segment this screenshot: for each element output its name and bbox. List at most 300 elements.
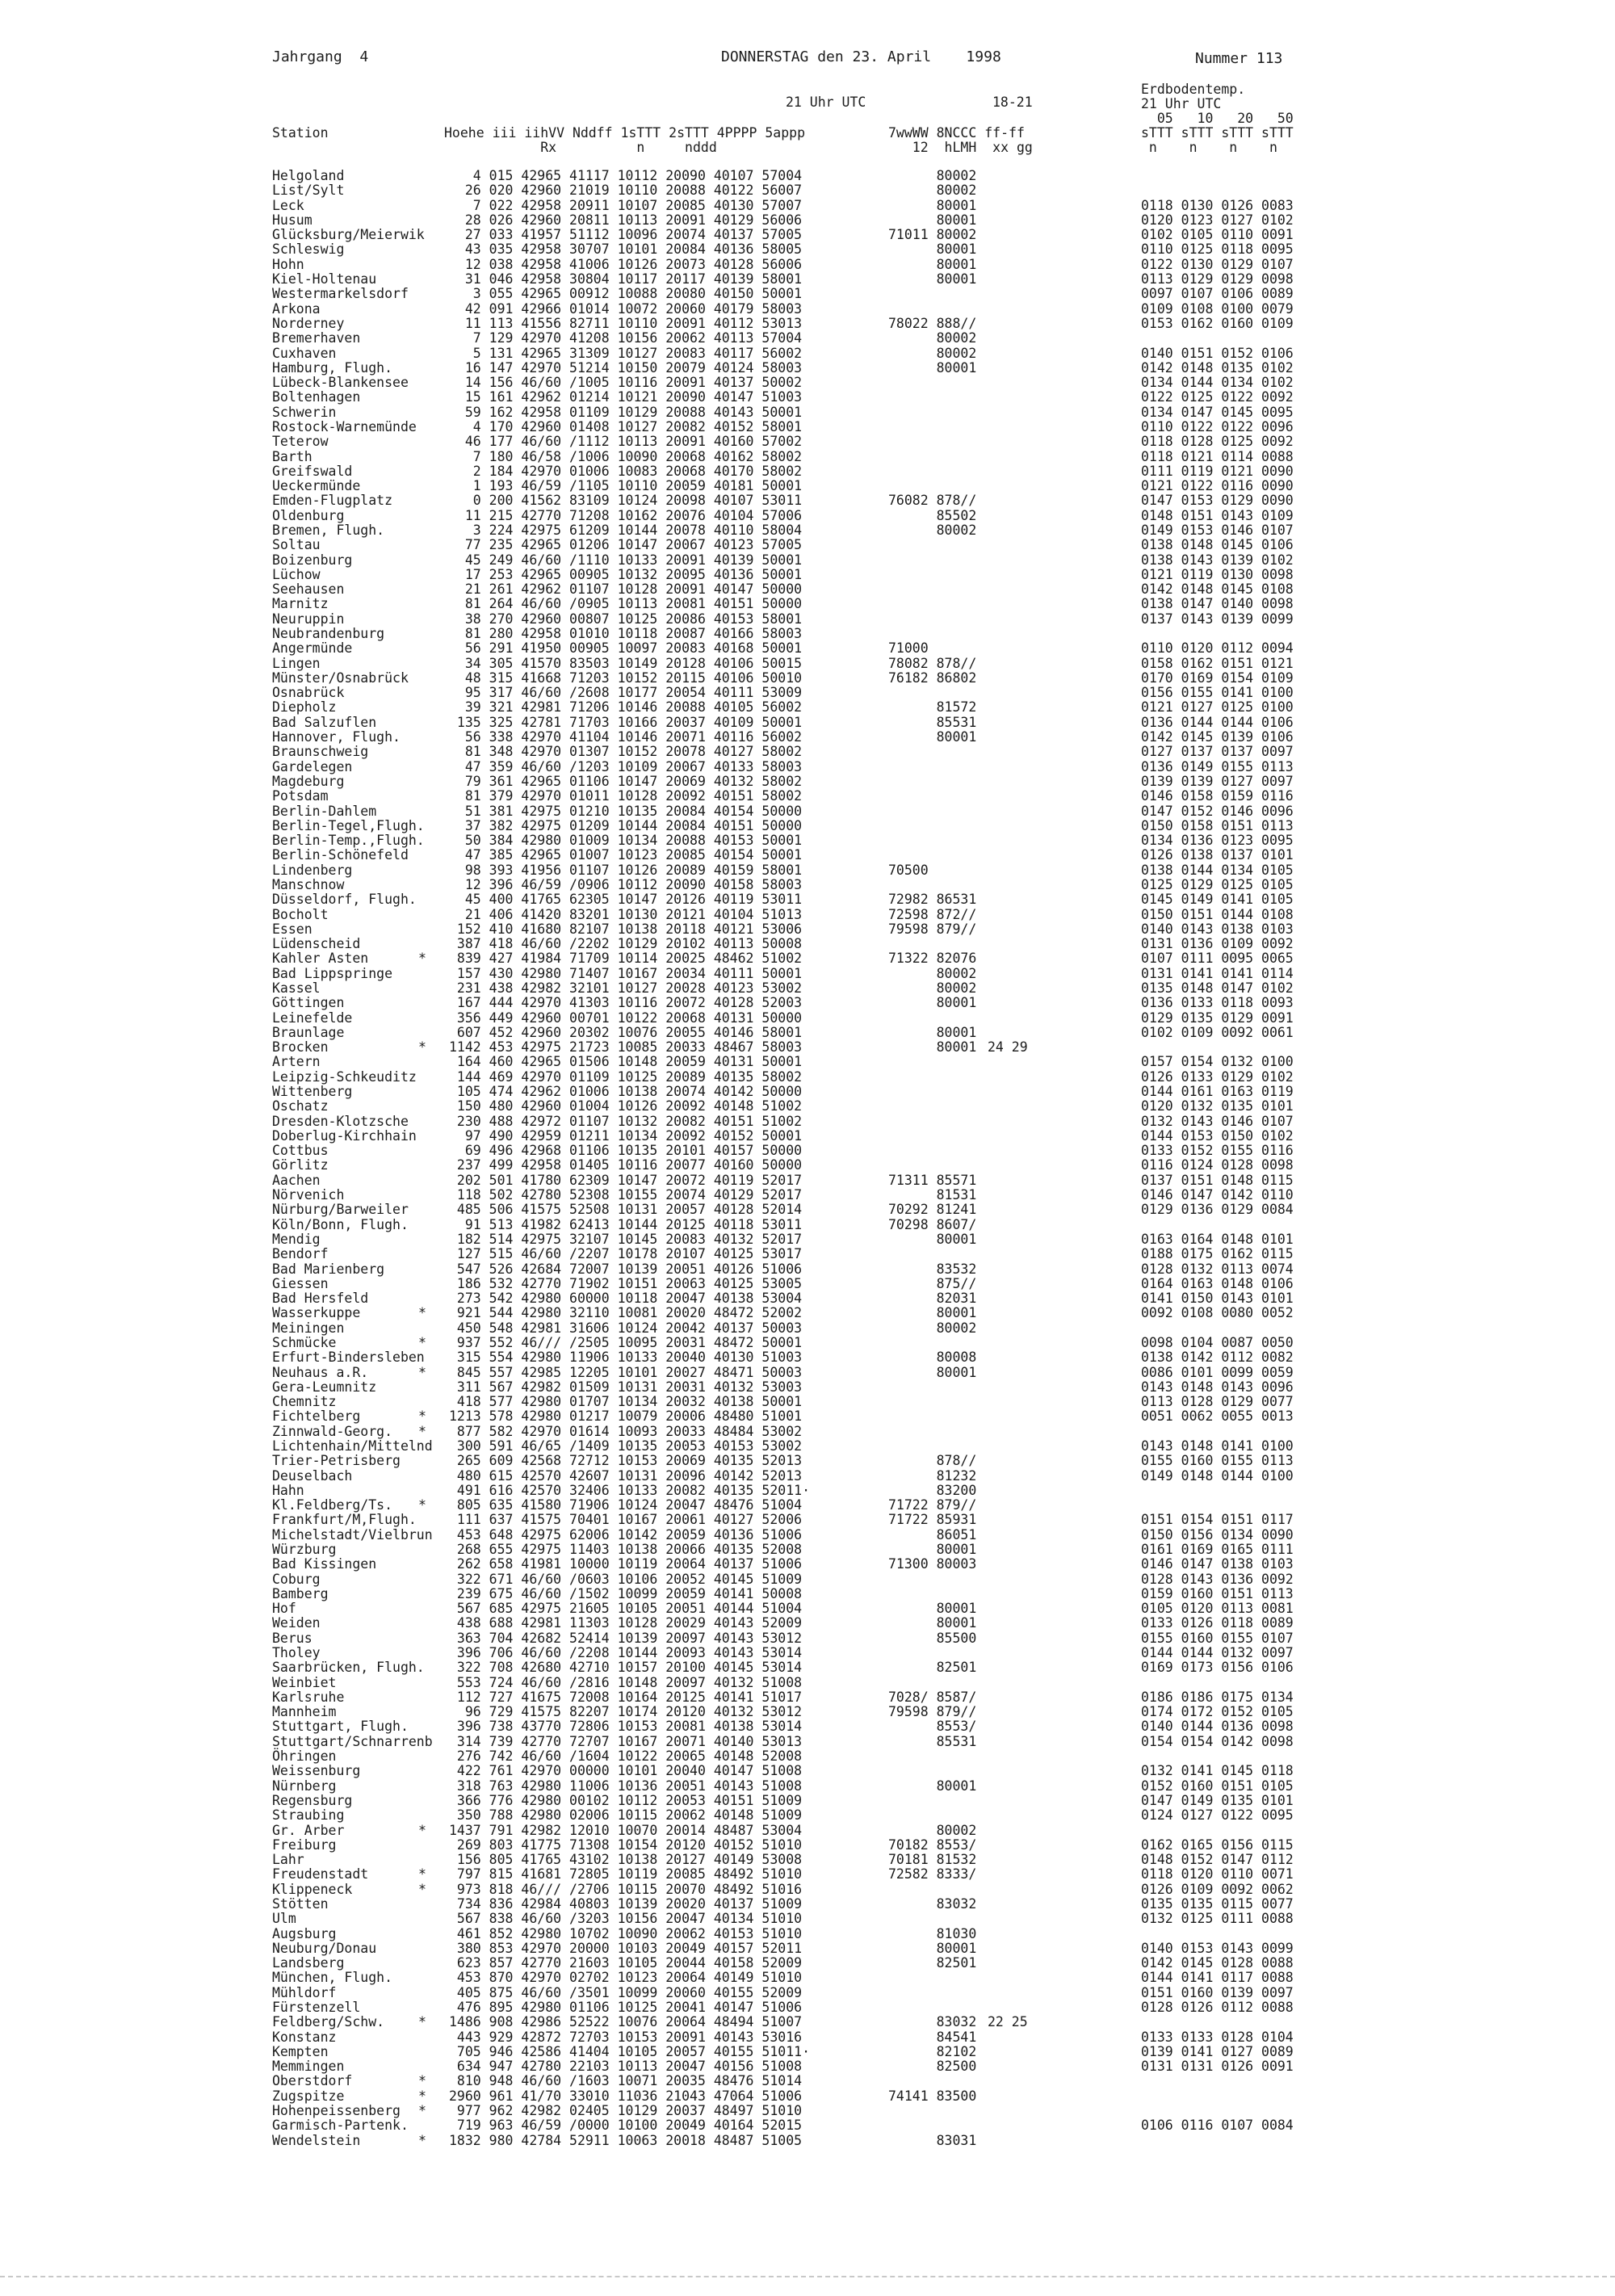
station-name: Frankfurt/M,Flugh. bbox=[272, 1512, 417, 1528]
station-name: Cuxhaven bbox=[272, 345, 337, 361]
soil-temperatures: 0150 0151 0144 0108 bbox=[1141, 906, 1294, 922]
soil-temperatures: 0161 0169 0165 0111 bbox=[1141, 1542, 1294, 1557]
weather-groups: 70500 bbox=[888, 862, 929, 878]
table-row bbox=[0, 848, 1615, 863]
weather-groups: 83032 bbox=[888, 2014, 977, 2030]
table-row bbox=[0, 183, 1615, 198]
observation-groups: 50 384 42980 01009 10134 20088 40153 50001 bbox=[449, 833, 803, 848]
station-name: Berlin-Tegel,Flugh. bbox=[272, 817, 425, 833]
station-name: Düsseldorf, Flugh. bbox=[272, 892, 417, 908]
weather-groups: 80008 bbox=[888, 1349, 977, 1366]
table-row bbox=[0, 228, 1615, 242]
soil-temperatures: 0127 0137 0137 0097 bbox=[1141, 744, 1294, 760]
soil-temperatures: 0155 0160 0155 0107 bbox=[1141, 1630, 1294, 1646]
table-row bbox=[0, 523, 1615, 538]
observation-groups: 1213 578 42980 01217 10079 20006 48480 51001 bbox=[449, 1408, 803, 1425]
station-name: Bendorf bbox=[272, 1246, 329, 1262]
observation-groups: 363 704 42682 52414 10139 20097 40143 53012 bbox=[449, 1630, 803, 1646]
observation-groups: 144 469 42970 01109 10125 20089 40135 58002 bbox=[449, 1068, 803, 1085]
observation-groups: 157 430 42980 71407 10167 20034 40111 50001 bbox=[449, 965, 803, 981]
observation-groups: 973 818 46/// /2706 10115 20070 48492 51016 bbox=[449, 1881, 803, 1897]
table-row bbox=[0, 641, 1615, 656]
table-row bbox=[0, 996, 1615, 1010]
weather-groups: 875// bbox=[888, 1275, 977, 1291]
observation-groups: 4 170 42960 01408 10127 20082 40152 58001 bbox=[449, 418, 803, 434]
soil-temperatures: 0111 0119 0121 0090 bbox=[1141, 463, 1294, 479]
observation-groups: 112 727 41675 72008 10164 20125 40141 51017 bbox=[449, 1689, 803, 1705]
table-row bbox=[0, 213, 1615, 228]
weather-groups: 80002 bbox=[888, 183, 977, 199]
table-row bbox=[0, 2030, 1615, 2045]
station-name: Michelstadt/Vielbrun bbox=[272, 1526, 433, 1543]
soil-temperatures: 0110 0120 0112 0094 bbox=[1141, 640, 1294, 657]
soil-temperatures: 0146 0147 0142 0110 bbox=[1141, 1187, 1294, 1203]
station-name: Essen bbox=[272, 921, 313, 937]
observation-groups: 12 038 42958 41006 10126 20073 40128 56006 bbox=[449, 256, 803, 272]
station-name: Weiden bbox=[272, 1615, 321, 1631]
observation-groups: 937 552 46/// /2505 10095 20031 48472 50001 bbox=[449, 1334, 803, 1350]
observation-groups: 422 761 42970 00000 10101 20040 40147 51008 bbox=[449, 1763, 803, 1779]
table-row bbox=[0, 716, 1615, 730]
observation-groups: 553 724 46/60 /2816 10148 20097 40132 51008 bbox=[449, 1674, 803, 1690]
soil-temperatures: 0129 0136 0129 0084 bbox=[1141, 1202, 1294, 1218]
soil-temperatures: 0159 0160 0151 0113 bbox=[1141, 1585, 1294, 1601]
period-label: 18-21 bbox=[992, 94, 1033, 110]
weather-groups: 80001 bbox=[888, 1305, 977, 1321]
station-name: Kl.Feldberg/Ts. bbox=[272, 1497, 393, 1513]
weather-groups: 80002 bbox=[888, 168, 977, 183]
table-row bbox=[0, 1986, 1615, 2000]
table-row bbox=[0, 258, 1615, 272]
soil-temperatures: 0136 0144 0144 0106 bbox=[1141, 714, 1294, 730]
table-row bbox=[0, 1824, 1615, 1838]
observation-groups: 182 514 42975 32107 10145 20083 40132 52017 bbox=[449, 1231, 803, 1247]
soil-temperatures: 0145 0149 0141 0105 bbox=[1141, 892, 1294, 908]
station-name: Osnabrück bbox=[272, 685, 345, 701]
table-row bbox=[0, 597, 1615, 611]
table-row bbox=[0, 1749, 1615, 1764]
table-row bbox=[0, 627, 1615, 641]
station-name: Soltau bbox=[272, 537, 321, 553]
observation-groups: 77 235 42965 01206 10147 20067 40123 57005 bbox=[449, 537, 803, 553]
table-row bbox=[0, 730, 1615, 745]
table-row bbox=[0, 1631, 1615, 1646]
station-name: Manschnow bbox=[272, 876, 345, 892]
soil-temperatures: 0147 0149 0135 0101 bbox=[1141, 1792, 1294, 1808]
observation-groups: 318 763 42980 11006 10136 20051 40143 51008 bbox=[449, 1778, 803, 1794]
soil-temperatures: 0138 0144 0134 0105 bbox=[1141, 862, 1294, 878]
station-name: Berlin-Dahlem bbox=[272, 803, 377, 819]
station-name: Dresden-Klotzsche bbox=[272, 1113, 409, 1129]
table-row bbox=[0, 1203, 1615, 1217]
table-row bbox=[0, 774, 1615, 789]
soil-temperatures: 0156 0155 0141 0100 bbox=[1141, 685, 1294, 701]
weather-groups: 71300 80003 bbox=[888, 1556, 977, 1572]
soil-temperatures: 0148 0151 0143 0109 bbox=[1141, 507, 1294, 523]
observation-groups: 567 685 42975 21605 10105 20051 40144 51004 bbox=[449, 1601, 803, 1617]
station-name: Zinnwald-Georg. bbox=[272, 1423, 393, 1439]
station-name: Mühldorf bbox=[272, 1984, 337, 2000]
table-row bbox=[0, 745, 1615, 759]
main-columns-subheader: Rx n nddd bbox=[444, 140, 717, 155]
observation-groups: 186 532 42770 71902 10151 20063 40125 53005 bbox=[449, 1275, 803, 1291]
station-name: Berus bbox=[272, 1630, 313, 1646]
weather-groups: 74141 83500 bbox=[888, 2088, 977, 2104]
station-name: Lingen bbox=[272, 655, 321, 671]
soil-temperatures: 0106 0116 0107 0084 bbox=[1141, 2118, 1294, 2134]
soil-temperatures: 0113 0128 0129 0077 bbox=[1141, 1394, 1294, 1410]
observation-groups: 21 406 41420 83201 10130 20121 40104 51013 bbox=[449, 906, 803, 922]
table-row bbox=[0, 420, 1615, 434]
station-name: Memmingen bbox=[272, 2059, 345, 2075]
soil-temperatures: 0118 0121 0114 0088 bbox=[1141, 448, 1294, 464]
weather-groups: 71011 80002 bbox=[888, 227, 977, 243]
observation-groups: 315 554 42980 11906 10133 20040 40130 51003 bbox=[449, 1349, 803, 1366]
table-row bbox=[0, 479, 1615, 493]
observation-groups: 607 452 42960 20302 10076 20055 40146 58001 bbox=[449, 1024, 803, 1040]
observation-groups: 547 526 42684 72007 10139 20051 40126 51006 bbox=[449, 1261, 803, 1277]
soil-temperatures: 0142 0148 0135 0102 bbox=[1141, 359, 1294, 376]
station-name: Lüdenscheid bbox=[272, 936, 361, 952]
observation-groups: 311 567 42982 01509 10131 20031 40132 53003 bbox=[449, 1379, 803, 1395]
station-name: Leipzig-Schkeuditz bbox=[272, 1068, 417, 1085]
station-name: Oberstdorf bbox=[272, 2073, 353, 2089]
soil-temperatures: 0121 0122 0116 0090 bbox=[1141, 478, 1294, 494]
station-name: Kempten bbox=[272, 2043, 329, 2059]
weather-groups: 78022 888// bbox=[888, 315, 977, 331]
soil-temperatures: 0097 0107 0106 0089 bbox=[1141, 286, 1294, 302]
soil-temperatures: 0110 0122 0122 0096 bbox=[1141, 418, 1294, 434]
observation-groups: 3 055 42965 00912 10088 20080 40150 50001 bbox=[449, 286, 803, 302]
observation-groups: 350 788 42980 02006 10115 20062 40148 51009 bbox=[449, 1807, 803, 1824]
soil-temperatures: 0120 0132 0135 0101 bbox=[1141, 1098, 1294, 1114]
table-row bbox=[0, 2104, 1615, 2118]
table-row bbox=[0, 760, 1615, 774]
table-row bbox=[0, 1099, 1615, 1114]
mountain-marker: * bbox=[418, 1334, 426, 1350]
station-name: Göttingen bbox=[272, 995, 345, 1011]
station-name: Mendig bbox=[272, 1231, 321, 1247]
observation-groups: 450 548 42981 31606 10124 20042 40137 50003 bbox=[449, 1320, 803, 1336]
station-name: Westermarkelsdorf bbox=[272, 286, 409, 302]
station-name: Würzburg bbox=[272, 1542, 337, 1557]
station-name: Hannover, Flugh. bbox=[272, 729, 401, 745]
observation-groups: 623 857 42770 21603 10105 20044 40158 52009 bbox=[449, 1955, 803, 1971]
observation-groups: 150 480 42960 01004 10126 20092 40148 51002 bbox=[449, 1098, 803, 1114]
observation-groups: 1 193 46/59 /1105 10110 20059 40181 50001 bbox=[449, 478, 803, 494]
observation-groups: 719 963 46/59 /0000 10100 20049 40164 52015 bbox=[449, 2118, 803, 2134]
observation-groups: 231 438 42982 32101 10127 20028 40123 53002 bbox=[449, 980, 803, 996]
weather-groups: 71722 879// bbox=[888, 1497, 977, 1513]
observation-groups: 127 515 46/60 /2207 10178 20107 40125 53017 bbox=[449, 1246, 803, 1262]
table-row bbox=[0, 1425, 1615, 1439]
observation-groups: 1832 980 42784 52911 10063 20018 48487 51005 bbox=[449, 2132, 803, 2148]
volume-label: Jahrgang 4 bbox=[272, 48, 369, 65]
soil-temperatures: 0120 0123 0127 0102 bbox=[1141, 212, 1294, 228]
station-name: Greifswald bbox=[272, 463, 353, 479]
soil-temperatures: 0146 0158 0159 0116 bbox=[1141, 788, 1294, 804]
table-row bbox=[0, 1439, 1615, 1454]
station-name: Wendelstein bbox=[272, 2132, 361, 2148]
station-name: Bad Kissingen bbox=[272, 1556, 377, 1572]
weather-groups: 80001 bbox=[888, 1542, 977, 1557]
station-name: Tholey bbox=[272, 1645, 321, 1660]
table-row bbox=[0, 937, 1615, 951]
station-name: Seehausen bbox=[272, 581, 345, 598]
soil-temperatures: 0150 0156 0134 0090 bbox=[1141, 1526, 1294, 1543]
soil-temperatures: 0109 0108 0100 0079 bbox=[1141, 300, 1294, 317]
table-row bbox=[0, 1557, 1615, 1572]
station-name: Boizenburg bbox=[272, 552, 353, 568]
observation-groups: 405 875 46/60 /3501 10099 20060 40155 52009 bbox=[449, 1984, 803, 2000]
observation-groups: 387 418 46/60 /2202 10129 20102 40113 50008 bbox=[449, 936, 803, 952]
weather-groups: 82500 bbox=[888, 2059, 977, 2075]
observation-groups: 43 035 42958 30707 10101 20084 40136 58005 bbox=[449, 241, 803, 258]
station-name: Lindenberg bbox=[272, 862, 353, 878]
soil-temperatures: 0110 0125 0118 0095 bbox=[1141, 241, 1294, 258]
observation-groups: 202 501 41780 62309 10147 20072 40119 52017 bbox=[449, 1172, 803, 1188]
station-column-header: Station bbox=[272, 125, 329, 141]
table-row bbox=[0, 317, 1615, 331]
soil-temperatures: 0169 0173 0156 0106 bbox=[1141, 1660, 1294, 1676]
table-row bbox=[0, 700, 1615, 715]
station-name: Straubing bbox=[272, 1807, 345, 1824]
table-row bbox=[0, 981, 1615, 996]
observation-groups: 47 359 46/60 /1203 10109 20067 40133 58003 bbox=[449, 758, 803, 774]
station-name: Schwerin bbox=[272, 404, 337, 420]
station-name: Kiel-Holtenau bbox=[272, 271, 377, 287]
table-row bbox=[0, 376, 1615, 390]
observation-groups: 11 113 41556 82711 10110 20091 40112 53013 bbox=[449, 315, 803, 331]
weather-groups: 80002 bbox=[888, 330, 977, 346]
observation-groups: 845 557 42985 12205 10101 20027 48471 50003 bbox=[449, 1364, 803, 1380]
mountain-marker: * bbox=[418, 1822, 426, 1838]
station-name: Deuselbach bbox=[272, 1467, 353, 1484]
station-name: Neubrandenburg bbox=[272, 626, 385, 641]
table-row bbox=[0, 878, 1615, 892]
soil-temperatures: 0157 0154 0132 0100 bbox=[1141, 1054, 1294, 1070]
table-row bbox=[0, 892, 1615, 907]
soil-temperatures: 0186 0186 0175 0134 bbox=[1141, 1689, 1294, 1705]
table-row bbox=[0, 657, 1615, 671]
station-name: Landsberg bbox=[272, 1955, 345, 1971]
table-row bbox=[0, 1011, 1615, 1026]
observation-groups: 38 270 42960 00807 10125 20086 40153 58001 bbox=[449, 611, 803, 627]
weather-groups: 82031 bbox=[888, 1291, 977, 1306]
weather-groups: 76082 878// bbox=[888, 493, 977, 509]
station-name: Hohn bbox=[272, 256, 304, 272]
soil-temperatures: 0098 0104 0087 0050 bbox=[1141, 1334, 1294, 1350]
weather-groups: 85531 bbox=[888, 1733, 977, 1749]
observation-groups: 443 929 42872 72703 10153 20091 40143 53016 bbox=[449, 2029, 803, 2045]
observation-groups: 15 161 42962 01214 10121 20090 40147 51003 bbox=[449, 389, 803, 405]
station-name: Fichtelberg bbox=[272, 1408, 361, 1425]
table-row bbox=[0, 287, 1615, 301]
weather-groups: 70182 8553/ bbox=[888, 1836, 977, 1853]
weather-groups: 80001 bbox=[888, 212, 977, 228]
soil-temperatures: 0146 0147 0138 0103 bbox=[1141, 1556, 1294, 1572]
station-name: Glücksburg/Meierwik bbox=[272, 227, 425, 243]
soil-temperatures: 0133 0152 0155 0116 bbox=[1141, 1143, 1294, 1159]
station-name: Klippeneck bbox=[272, 1881, 353, 1897]
soil-temperatures: 0105 0120 0113 0081 bbox=[1141, 1601, 1294, 1617]
table-row bbox=[0, 833, 1615, 848]
soil-temperatures: 0116 0124 0128 0098 bbox=[1141, 1157, 1294, 1173]
soil-temperatures: 0140 0143 0138 0103 bbox=[1141, 921, 1294, 937]
soil-temperatures: 0102 0105 0110 0091 bbox=[1141, 227, 1294, 243]
observation-groups: 45 249 46/60 /1110 10133 20091 40139 50001 bbox=[449, 552, 803, 568]
mountain-marker: * bbox=[418, 1866, 426, 1883]
soil-temperatures: 0136 0149 0155 0113 bbox=[1141, 758, 1294, 774]
station-name: Giessen bbox=[272, 1275, 329, 1291]
soil-temperatures: 0149 0153 0146 0107 bbox=[1141, 523, 1294, 538]
soil-temperatures: 0149 0148 0144 0100 bbox=[1141, 1467, 1294, 1484]
station-name: Kahler Asten bbox=[272, 951, 369, 967]
table-row bbox=[0, 2045, 1615, 2059]
weather-groups: 83032 bbox=[888, 1895, 977, 1912]
table-row bbox=[0, 1956, 1615, 1971]
weather-groups: 80002 bbox=[888, 1320, 977, 1336]
observation-groups: 96 729 41575 82207 10174 20120 40132 53012 bbox=[449, 1704, 803, 1720]
observation-groups: 97 490 42959 01211 10134 20092 40152 50001 bbox=[449, 1127, 803, 1144]
observation-groups: 239 675 46/60 /1502 10099 20059 40141 50008 bbox=[449, 1585, 803, 1601]
table-row bbox=[0, 1158, 1615, 1173]
station-name: Neuburg/Donau bbox=[272, 1940, 377, 1956]
observation-groups: 12 396 46/59 /0906 10112 20090 40158 58003 bbox=[449, 876, 803, 892]
table-row bbox=[0, 538, 1615, 552]
soil-temp-n: n n n n bbox=[1141, 140, 1277, 155]
observation-groups: 7 022 42958 20911 10107 20085 40130 57007 bbox=[449, 197, 803, 213]
observation-groups: 810 948 46/60 /1603 10071 20035 48476 51014 bbox=[449, 2073, 803, 2089]
weather-groups: 72982 86531 bbox=[888, 892, 977, 908]
station-name: Oschatz bbox=[272, 1098, 329, 1114]
soil-temperatures: 0151 0154 0151 0117 bbox=[1141, 1512, 1294, 1528]
table-row bbox=[0, 1927, 1615, 1941]
station-name: Gardelegen bbox=[272, 758, 353, 774]
observation-groups: 977 962 42982 02405 10129 20037 48497 51010 bbox=[449, 2103, 803, 2118]
station-name: Chemnitz bbox=[272, 1394, 337, 1410]
station-name: Feldberg/Schw. bbox=[272, 2014, 385, 2030]
table-row bbox=[0, 908, 1615, 922]
station-name: Aachen bbox=[272, 1172, 321, 1188]
soil-temperatures: 0092 0108 0080 0052 bbox=[1141, 1305, 1294, 1321]
table-row bbox=[0, 1572, 1615, 1587]
observation-groups: 273 542 42980 60000 10118 20047 40138 53004 bbox=[449, 1291, 803, 1306]
soil-temperatures: 0155 0160 0155 0113 bbox=[1141, 1453, 1294, 1469]
table-row bbox=[0, 302, 1615, 317]
weather-groups: 71311 85571 bbox=[888, 1172, 977, 1188]
station-name: Freudenstadt bbox=[272, 1866, 369, 1883]
table-row bbox=[0, 1735, 1615, 1749]
table-row bbox=[0, 346, 1615, 361]
station-name: Erfurt-Bindersleben bbox=[272, 1349, 425, 1366]
weather-groups: 80001 bbox=[888, 995, 977, 1011]
table-row bbox=[0, 390, 1615, 405]
soil-temperatures: 0148 0152 0147 0112 bbox=[1141, 1852, 1294, 1868]
station-name: List/Sylt bbox=[272, 183, 345, 199]
weather-groups: 80001 bbox=[888, 1778, 977, 1794]
weather-groups: 85531 bbox=[888, 714, 977, 730]
observation-groups: 1486 908 42986 52522 10076 20064 48494 51007 bbox=[449, 2014, 803, 2030]
station-name: Hahn bbox=[272, 1482, 304, 1498]
table-row bbox=[0, 671, 1615, 686]
observation-groups: 81 264 46/60 /0905 10113 20081 40151 50000 bbox=[449, 596, 803, 612]
soil-temp-title: Erdbodentemp. bbox=[1141, 82, 1246, 97]
table-row bbox=[0, 1188, 1615, 1203]
table-row bbox=[0, 1867, 1615, 1882]
table-row bbox=[0, 1484, 1615, 1498]
table-row bbox=[0, 1366, 1615, 1380]
station-name: Garmisch-Partenk. bbox=[272, 2118, 409, 2134]
station-name: Gr. Arber bbox=[272, 1822, 345, 1838]
table-row bbox=[0, 1853, 1615, 1867]
soil-temperatures: 0121 0119 0130 0098 bbox=[1141, 566, 1294, 582]
observation-groups: 135 325 42781 71703 10166 20037 40109 50001 bbox=[449, 714, 803, 730]
table-row bbox=[0, 493, 1615, 508]
station-name: Bremen, Flugh. bbox=[272, 523, 385, 538]
weather-groups: 82501 bbox=[888, 1955, 977, 1971]
weather-groups: 80001 bbox=[888, 1364, 977, 1380]
weather-groups: 80001 bbox=[888, 271, 977, 287]
soil-temperatures: 0147 0152 0146 0096 bbox=[1141, 803, 1294, 819]
observation-groups: 152 410 41680 82107 10138 20118 40121 53006 bbox=[449, 921, 803, 937]
station-name: Trier-Petrisberg bbox=[272, 1453, 401, 1469]
station-name: Nörvenich bbox=[272, 1187, 345, 1203]
observation-groups: 322 708 42680 42710 10157 20100 40145 53014 bbox=[449, 1660, 803, 1676]
observation-groups: 31 046 42958 30804 10117 20117 40139 58001 bbox=[449, 271, 803, 287]
table-row bbox=[0, 2000, 1615, 2015]
station-name: Neuruppin bbox=[272, 611, 345, 627]
table-row bbox=[0, 568, 1615, 582]
weather-groups: 85500 bbox=[888, 1630, 977, 1646]
observation-groups: 1437 791 42982 12010 10070 20014 48487 53004 bbox=[449, 1822, 803, 1838]
station-name: Diepholz bbox=[272, 699, 337, 716]
table-row bbox=[0, 922, 1615, 937]
table-row bbox=[0, 1660, 1615, 1675]
observation-groups: 921 544 42980 32110 10081 20020 48472 52002 bbox=[449, 1305, 803, 1321]
table-row bbox=[0, 804, 1615, 819]
observation-groups: 5 131 42965 31309 10127 20083 40117 56002 bbox=[449, 345, 803, 361]
soil-temperatures: 0147 0153 0129 0090 bbox=[1141, 493, 1294, 509]
table-row bbox=[0, 2089, 1615, 2104]
main-columns-header: Hoehe iii iihVV Nddff 1sTTT 2sTTT 4PPPP 5appp bbox=[444, 125, 806, 141]
table-row bbox=[0, 789, 1615, 804]
soil-temperatures: 0131 0131 0126 0091 bbox=[1141, 2059, 1294, 2075]
station-name: Stuttgart/Schnarrenb bbox=[272, 1733, 433, 1749]
table-row bbox=[0, 272, 1615, 287]
station-name: Bad Marienberg bbox=[272, 1261, 385, 1277]
observation-groups: 797 815 41681 72805 10119 20085 48492 51010 bbox=[449, 1866, 803, 1883]
soil-temperatures: 0051 0062 0055 0013 bbox=[1141, 1408, 1294, 1425]
station-name: Ueckermünde bbox=[272, 478, 361, 494]
weather-groups: 72598 872// bbox=[888, 906, 977, 922]
weather-groups: 83031 bbox=[888, 2132, 977, 2148]
soil-temp-time: 21 Uhr UTC bbox=[1141, 96, 1222, 111]
table-row bbox=[0, 1616, 1615, 1631]
weather-groups: 80001 bbox=[888, 256, 977, 272]
table-row bbox=[0, 1232, 1615, 1247]
station-name: Saarbrücken, Flugh. bbox=[272, 1660, 425, 1676]
weather-groups: 80002 bbox=[888, 965, 977, 981]
soil-temperatures: 0162 0165 0156 0115 bbox=[1141, 1836, 1294, 1853]
table-row bbox=[0, 1129, 1615, 1144]
station-name: Schmücke bbox=[272, 1334, 337, 1350]
soil-temperatures: 0122 0130 0129 0107 bbox=[1141, 256, 1294, 272]
observation-groups: 0 200 41562 83109 10124 20098 40107 53011 bbox=[449, 493, 803, 509]
weather-groups: 81232 bbox=[888, 1467, 977, 1484]
soil-temperatures: 0174 0172 0152 0105 bbox=[1141, 1704, 1294, 1720]
soil-temperatures: 0128 0132 0113 0074 bbox=[1141, 1261, 1294, 1277]
